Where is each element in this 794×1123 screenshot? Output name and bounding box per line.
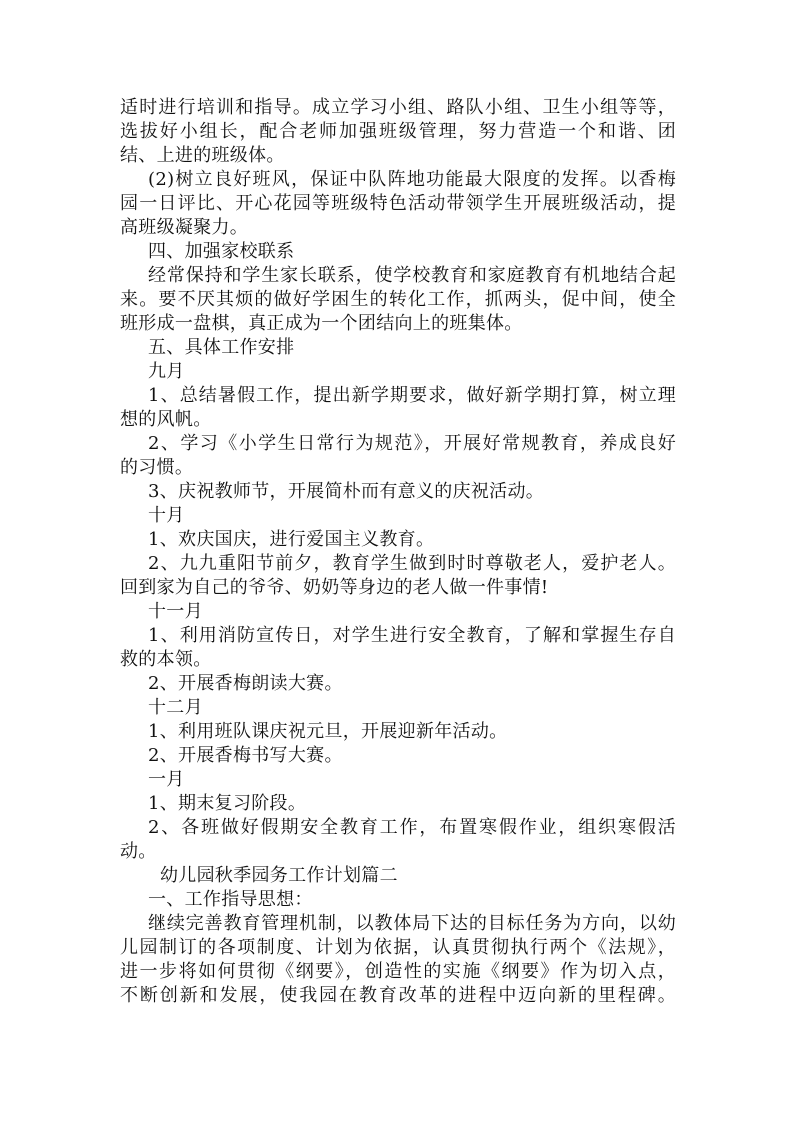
text-line: 五、具体工作安排 (148, 337, 295, 358)
text-line: 2、各班做好假期安全教育工作，布置寒假作业，组织寒假活 (148, 817, 676, 838)
text-line: 来。要不厌其烦的做好学困生的转化工作，抓两头，促中间，使全 (120, 289, 676, 310)
section-title: 幼儿园秋季园务工作计划篇二 (160, 865, 398, 886)
document-page (120, 96, 676, 1008)
text-line: 想的风帆。 (120, 409, 212, 430)
text-line: 十一月 (148, 601, 203, 622)
text-line: 1、期末复习阶段。 (148, 793, 307, 814)
text-line: 继续完善教育管理机制，以教体局下达的目标任务为方向，以幼 (148, 913, 676, 934)
text-line: 班形成一盘棋，真正成为一个团结向上的班集体。 (120, 313, 523, 334)
text-line: 结、上进的班级体。 (120, 145, 285, 166)
text-line: 九月 (148, 361, 185, 382)
text-line: 2、九九重阳节前夕，教育学生做到时时尊敬老人，爱护老人。 (148, 553, 676, 574)
text-line: 动。 (120, 841, 157, 862)
text-line: 园一日评比、开心花园等班级特色活动带领学生开展班级活动，提 (120, 193, 676, 214)
text-line: 一月 (148, 769, 185, 790)
text-line: 1、利用消防宣传日，对学生进行安全教育，了解和掌握生存自 (148, 625, 676, 646)
text-line: 十二月 (148, 697, 203, 718)
text-line: 四、加强家校联系 (148, 241, 295, 262)
text-line: 2、学习《小学生日常行为规范》，开展好常规教育，养成良好 (148, 433, 676, 454)
text-line: 1、总结暑假工作，提出新学期要求，做好新学期打算，树立理 (148, 385, 676, 406)
text-line: 进一步将如何贯彻《纲要》，创造性的实施《纲要》作为切入点， (120, 961, 676, 982)
text-line: 的习惯。 (120, 457, 194, 478)
text-line: 2、开展香梅朗读大赛。 (148, 673, 343, 694)
text-line: 不断创新和发展，使我园在教育改革的进程中迈向新的里程碑。 (120, 985, 676, 1006)
text-line: 1、利用班队课庆祝元旦，开展迎新年活动。 (148, 721, 508, 742)
text-line: 高班级凝聚力。 (120, 217, 249, 238)
text-line: 儿园制订的各项制度、计划为依据，认真贯彻执行两个《法规》， (120, 937, 676, 958)
text-line: 十月 (148, 505, 185, 526)
text-line: 回到家为自己的爷爷、奶奶等身边的老人做一件事情! (120, 577, 549, 598)
text-line: 适时进行培训和指导。成立学习小组、路队小组、卫生小组等等， (120, 97, 676, 118)
text-line: 2、开展香梅书写大赛。 (148, 745, 343, 766)
text-line: 一、工作指导思想： (148, 889, 313, 910)
text-line: 1、欢庆国庆，进行爱国主义教育。 (148, 529, 435, 550)
text-line: 经常保持和学生家长联系，使学校教育和家庭教育有机地结合起 (148, 265, 676, 286)
text-line: 选拔好小组长，配合老师加强班级管理，努力营造一个和谐、团 (120, 121, 676, 142)
text-line: 3、庆祝教师节，开展简朴而有意义的庆祝活动。 (148, 481, 545, 502)
text-line: (2)树立良好班风，保证中队阵地功能最大限度的发挥。以香梅 (148, 169, 676, 190)
text-line: 救的本领。 (120, 649, 212, 670)
